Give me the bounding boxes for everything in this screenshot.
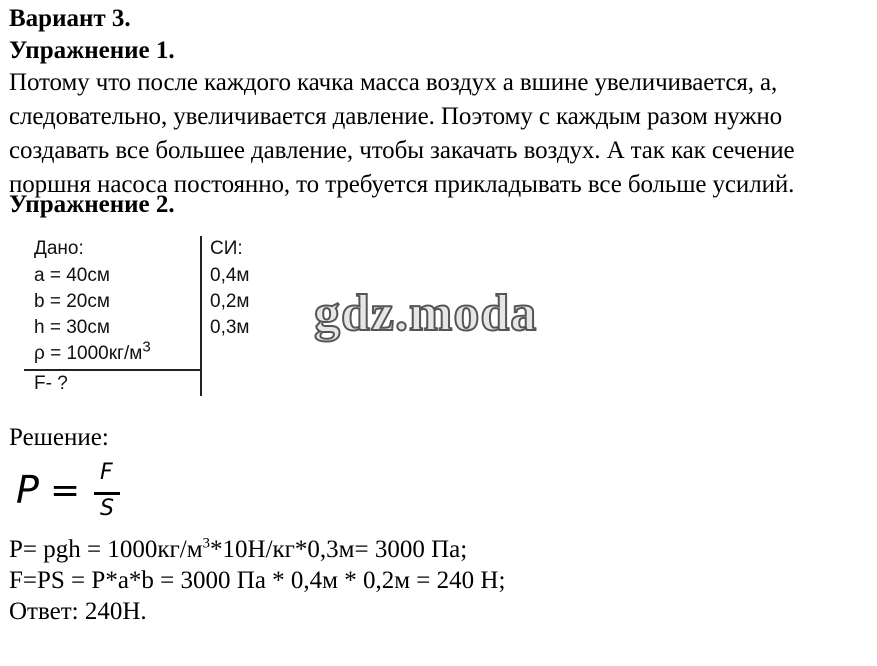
exercise1-heading: Упражнение 1. xyxy=(9,37,175,64)
calculation-pressure xyxy=(9,535,467,565)
exercise1-answer-paragraph xyxy=(9,68,869,204)
variant-title: Вариант 3. xyxy=(9,5,131,32)
calc1-exponent: 3 xyxy=(202,535,211,552)
paragraph-line: поршня насоса постоянно, то требуется прикладывать все больше усилий. xyxy=(9,171,795,198)
si-a: 0,4м xyxy=(210,265,250,286)
formula-denominator: S xyxy=(100,496,114,521)
given-a: a = 40см xyxy=(34,265,110,286)
find-quantity: F- ? xyxy=(34,373,68,394)
formula-equals: = xyxy=(50,470,81,511)
calc1-before: P= pgh = 1000кг/м xyxy=(9,536,203,563)
si-b: 0,2м xyxy=(210,291,250,312)
given-header: Дано: xyxy=(34,238,84,259)
fraction-bar xyxy=(94,492,120,495)
calc1-after: *10Н/кг*0,3м= 3000 Па; xyxy=(210,536,468,563)
exercise2-heading: Упражнение 2. xyxy=(9,191,175,218)
pressure-formula xyxy=(14,460,124,528)
solution-label: Решение: xyxy=(9,424,109,451)
given-b: b = 20см xyxy=(34,291,110,312)
si-h: 0,3м xyxy=(210,317,250,338)
given-h: h = 30см xyxy=(34,317,110,338)
paragraph-line: следовательно, увеличивается давление. Поэтому с каждым разом нужно xyxy=(9,103,783,130)
given-table xyxy=(22,232,262,400)
calculation-force: F=PS = P*a*b = 3000 Па * 0,4м * 0,2м = 240 Н; xyxy=(9,567,506,594)
formula-lhs: P xyxy=(16,468,39,512)
table-divider-horizontal xyxy=(24,369,200,371)
watermark-logo: gdz.moda xyxy=(314,285,538,342)
table-divider-vertical xyxy=(200,236,202,396)
density-exponent: 3 xyxy=(142,338,151,356)
formula-numerator: F xyxy=(100,460,113,485)
paragraph-line: Потому что после каждого качка масса воздух а вшине увеличивается, а, xyxy=(9,69,778,96)
density-text: ρ = 1000кг/м xyxy=(34,343,143,364)
given-density xyxy=(34,338,151,365)
final-answer: Ответ: 240Н. xyxy=(9,598,147,625)
si-header: СИ: xyxy=(210,238,243,259)
paragraph-line: создавать все большее давление, чтобы закачать воздух. А так как сечение xyxy=(9,137,795,164)
